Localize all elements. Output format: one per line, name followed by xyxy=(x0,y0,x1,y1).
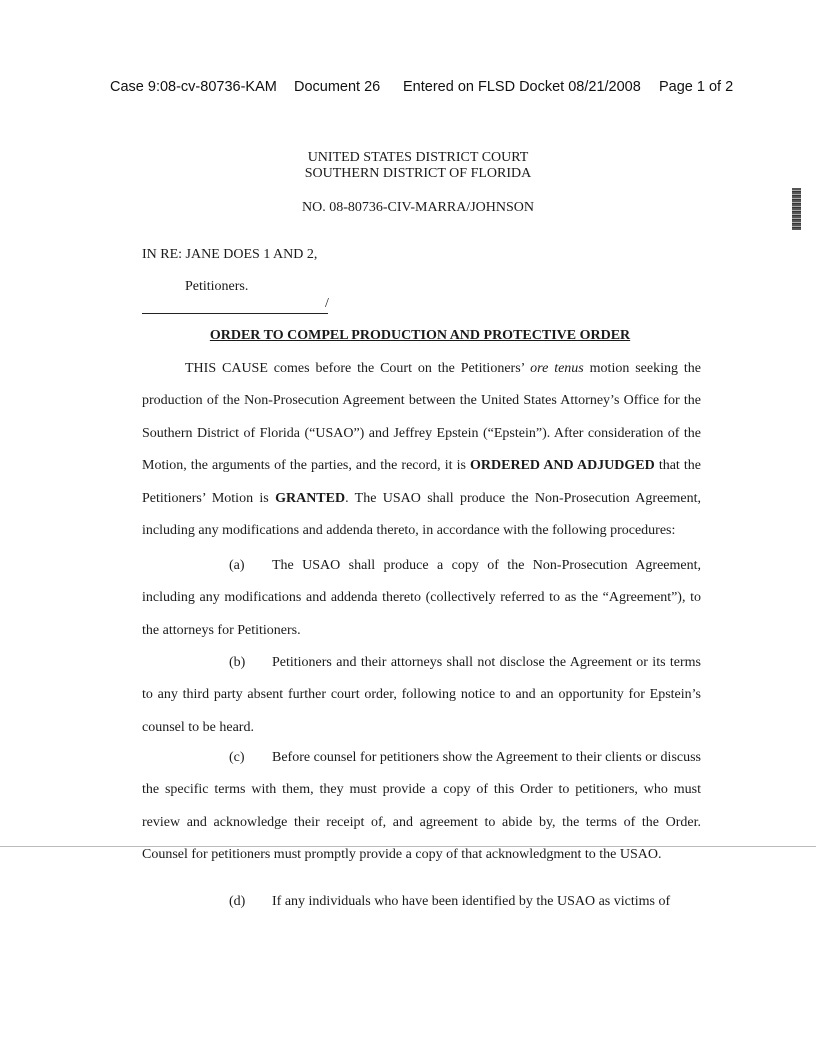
caption-slash: / xyxy=(325,296,329,311)
intro-text-3: that the Petitioners’ Motion is xyxy=(142,458,701,506)
intro-text-4: . The USAO shall produce the Non-Prosecution Agreement, including any modifications and addenda thereto, in accordance with the following procedures: xyxy=(142,490,701,539)
caption-line xyxy=(142,313,328,314)
item-c-paragraph xyxy=(142,742,701,872)
item-c-label: (c) xyxy=(229,750,245,765)
caption-in-re: IN RE: JANE DOES 1 AND 2, xyxy=(142,247,318,262)
header-document-number: Document 26 xyxy=(294,79,381,95)
item-d-label: (d) xyxy=(229,894,246,909)
header-docket-entry: Entered on FLSD Docket 08/21/2008 xyxy=(403,79,641,95)
intro-ordered: ORDERED AND ADJUDGED xyxy=(470,458,655,474)
item-a-label: (a) xyxy=(229,558,245,573)
item-d-paragraph xyxy=(142,886,701,918)
item-d-text: If any individuals who have been identified by the USAO as victims of xyxy=(272,894,671,909)
intro-ore-tenus: ore tenus xyxy=(530,361,584,376)
court-district: SOUTHERN DISTRICT OF FLORIDA xyxy=(304,166,532,181)
case-number: NO. 08-80736-CIV-MARRA/JOHNSON xyxy=(301,200,535,215)
item-b-paragraph xyxy=(142,647,701,744)
court-name: UNITED STATES DISTRICT COURT xyxy=(307,150,529,165)
item-c-text: Before counsel for petitioners show the Agreement to their clients or discuss the specific terms with them, they must provide a copy of this Order to petitioners, who must review and acknowledge their receipt of, and agreement to abide by, the terms of the Order. Counsel for petitioners must promptly provide a copy of that acknowledgment to the USAO. xyxy=(142,750,701,863)
intro-text-1: THIS CAUSE comes before the Court on the Petitioners’ xyxy=(185,361,531,376)
order-title: ORDER TO COMPEL PRODUCTION AND PROTECTIVE ORDER xyxy=(209,328,631,343)
scan-fold-line xyxy=(0,846,816,847)
intro-text-2: motion seeking the production of the Non-Prosecution Agreement between the United States Attorney’s Office for the Southern District of Florida (“USAO”) and Jeffrey Epstein (“Epstein”). After consideration of the Motion, the arguments of the parties, and the record, it is xyxy=(142,361,701,474)
intro-granted: GRANTED xyxy=(275,490,346,506)
item-a-text: The USAO shall produce a copy of the Non-Prosecution Agreement, including any modifications and addenda thereto (collectively referred to as the “Agreement”), to the attorneys for Petitioners. xyxy=(142,558,701,638)
intro-paragraph xyxy=(142,353,701,547)
item-a-paragraph xyxy=(142,550,701,647)
header-case-number: Case 9:08-cv-80736-KAM xyxy=(110,79,277,95)
header-page-number: Page 1 of 2 xyxy=(659,79,734,95)
caption-petitioners: Petitioners. xyxy=(185,279,249,294)
item-b-text: Petitioners and their attorneys shall not disclose the Agreement or its terms to any third party absent further court order, following notice to and an opportunity for Epstein’s counsel to be heard. xyxy=(142,655,701,735)
item-b-label: (b) xyxy=(229,655,246,670)
